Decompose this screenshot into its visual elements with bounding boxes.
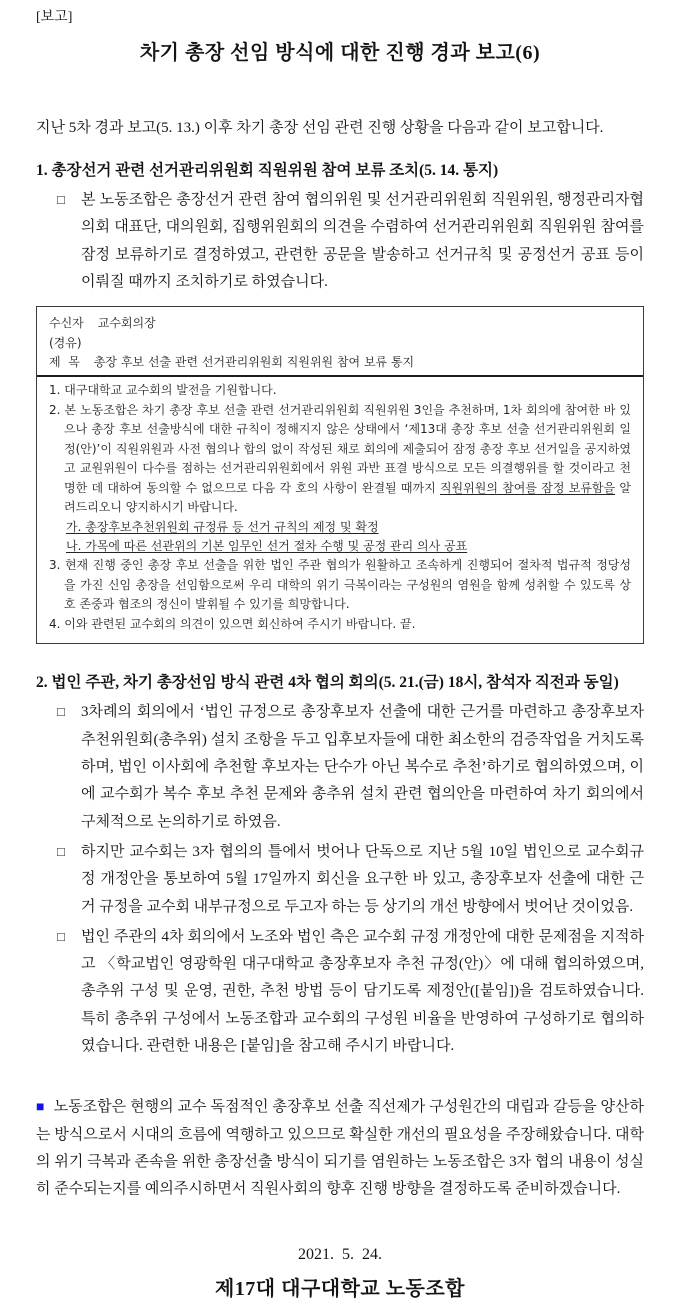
section2-bullet-1-text: 3차례의 회의에서 ‘법인 규정으로 총장후보자 선출에 대한 근거를 마련하고 총장후보자 추천위원회(총추위) 설치 조항을 두고 입후보자들에 대한 최소한의 검증작업을 거치도록 하며, 법인 이사회에 추천할 후보자는 단수가 아닌 복수로 추천’하기로 협의하였으며, 이에 교수회가 복수 후보 추천 문제와 총추위 설치 관련 협의안을 마련하여 차기 회의에서 구체적으로 논의하기로 하였음. (81, 704, 644, 830)
via-row: (경유) (49, 335, 82, 350)
section1-bullet-text: 본 노동조합은 총장선거 관련 참여 협의위원 및 선거관리위원회 직원위원, 행정관리자협의회 대표단, 대의원회, 집행위원회의 의견을 수렴하여 선거관리위원회 직원위원 참여를 잠정 보류하기로 결정하였고, 관련한 공문을 발송하고 선거규칙 및 공정선거 공표 등이 이뤄질 때까지 조치하기로 하였습니다. (81, 191, 644, 290)
section1-heading: 1. 총장선거 관련 선거관리위원회 직원위원 참여 보류 조치(5. 14. 통지) (36, 161, 499, 179)
recipient-value: 교수회의장 (97, 316, 156, 331)
section2-heading: 2. 법인 주관, 차기 총장선임 방식 관련 4차 협의 회의(5. 21.(금) 18시, 참석자 직전과 동일) (36, 674, 619, 692)
section2-bullet-item-2 (55, 839, 644, 921)
notice-subitem-ga-text: 가. 총장후보추천위원회 규정류 등 선거 규칙의 제정 및 확정 (66, 519, 379, 534)
section2-bullet-item-3 (55, 924, 644, 1060)
closing-paragraph (36, 1094, 644, 1203)
doc-date: 2021. 5. 24. (298, 1245, 382, 1263)
subject-label: 제 목 (49, 355, 80, 369)
doc-tag: [보고] (36, 10, 73, 25)
notice-subitem-na (49, 537, 631, 556)
intro-paragraph: 지난 5차 경과 보고(5. 13.) 이후 차기 총장 선임 관련 진행 상황을 다음과 같이 보고합니다. (36, 119, 604, 136)
notice-item-4: 4. 이와 관련된 교수회의 의견이 있으면 회신하여 주시기 바랍니다. 끝. (49, 616, 416, 631)
square-bullet-icon: □ (57, 704, 65, 720)
square-bullet-icon: □ (57, 843, 65, 859)
notice-item-2-tail: 알려드리오니 양지하시기 바랍니다. (64, 480, 631, 515)
recipient-row (49, 314, 631, 333)
square-bullet-icon: □ (57, 928, 65, 944)
square-bullet-icon: □ (57, 191, 65, 207)
notice-item-2-text: 2. 본 노동조합은 차기 총장 후보 선출 관련 선거관리위원회 직원위원 3인을 추천하며, 1차 회의에 참여한 바 있으나 총장 후보 선출방식에 대한 규칙이 정해지지 않은 상태에서 ‘제13대 총장 후보 선출 선거관리위원회 일정(안)’이 직원위원과 사전 협의나 합의 없이 작성된 채로 회의에 제출되어 잠정 총장 후보 선거일을 공지하였고 교원위원이 다수를 점하는 선거관리위원회에서 위원 과반 표결 방식으로 모든 의결행위를 할 것이라고 천명한 데 대하여 동의할 수 없으므로 다음 각 호의 사항이 완결될 때까지 (49, 402, 631, 495)
closing-text: 노동조합은 현행의 교수 독점적인 총장후보 선출 직선제가 구성원간의 대립과 갈등을 양산하는 방식으로서 시대의 흐름에 역행하고 있으므로 확실한 개선의 필요성을 주장해왔습니다. 대학의 위기 극복과 존속을 위한 총장선출 방식이 되기를 염원하는 노동조합은 3자 협의 내용이 성실히 준수되는지를 예의주시하면서 직원사회의 향후 진행 방향을 결정하도록 준비하겠습니다. (36, 1099, 644, 1198)
recipient-label: 수신자 (49, 316, 84, 331)
section2-bullet-item-1 (55, 699, 644, 835)
notice-item-1: 1. 대구대학교 교수회의 발전을 기원합니다. (49, 383, 277, 398)
subject-value: 총장 후보 선출 관련 선거관리위원회 직원위원 참여 보류 통지 (93, 355, 415, 369)
notice-box-header (37, 314, 643, 377)
doc-signature: 제17대 대구대학교 노동조합 (214, 1277, 466, 1300)
notice-item-2 (49, 401, 631, 518)
notice-item-2-underlined: 직원위원의 참여를 잠정 보류함을 (439, 480, 616, 495)
section2-bullet-3-text: 법인 주관의 4차 회의에서 노조와 법인 측은 교수회 규정 개정안에 대한 문제점을 지적하고 〈학교법인 영광학원 대구대학교 총장후보자 추천 규정(안)〉에 대해 협의하였으며, 총추위 구성 및 운영, 권한, 추천 방법 등이 담기도록 제정안([붙임])을 검토하였습니다. 특히 총추위 구성에서 노동조합과 교수회의 구성원 비율을 반영하여 구성하기로 협의하였습니다. 관련한 내용은 [붙임]을 참고해 주시기 바랍니다. (81, 928, 644, 1055)
page-title: 차기 총장 선임 방식에 대한 진행 경과 보고(6) (139, 41, 541, 64)
blue-square-bullet-icon: ■ (36, 1100, 45, 1116)
notice-subitem-ga (49, 518, 631, 537)
section1-bullet-item (55, 187, 644, 296)
notice-box (36, 306, 644, 644)
subject-row (49, 353, 631, 372)
notice-subitem-na-text: 나. 가목에 따른 선관위의 기본 임무인 선거 절차 수행 및 공정 관리 의사 공표 (66, 538, 468, 553)
notice-box-body (49, 377, 631, 634)
notice-item-3: 3. 현재 진행 중인 총장 후보 선출을 위한 법인 주관 협의가 원활하고 조속하게 진행되어 절차적 법규적 정당성을 가진 신임 총장을 선임함으로써 우리 대학의 위기 극복이라는 구성원의 염원을 함께 성취할 수 있도록 상호 존중과 협조의 정신이 발휘될 수 있기를 희망합니다. (49, 558, 631, 612)
section2-bullet-2-text: 하지만 교수회는 3자 협의의 틀에서 벗어나 단독으로 지난 5월 10일 법인으로 교수회규정 개정안을 통보하여 5월 17일까지 회신을 요구한 바 있고, 총장후보자 선출에 대한 근거 규정을 교수회 내부규정으로 두고자 하는 등 상기의 개선 방향에서 벗어난 것이었음. (81, 843, 644, 915)
